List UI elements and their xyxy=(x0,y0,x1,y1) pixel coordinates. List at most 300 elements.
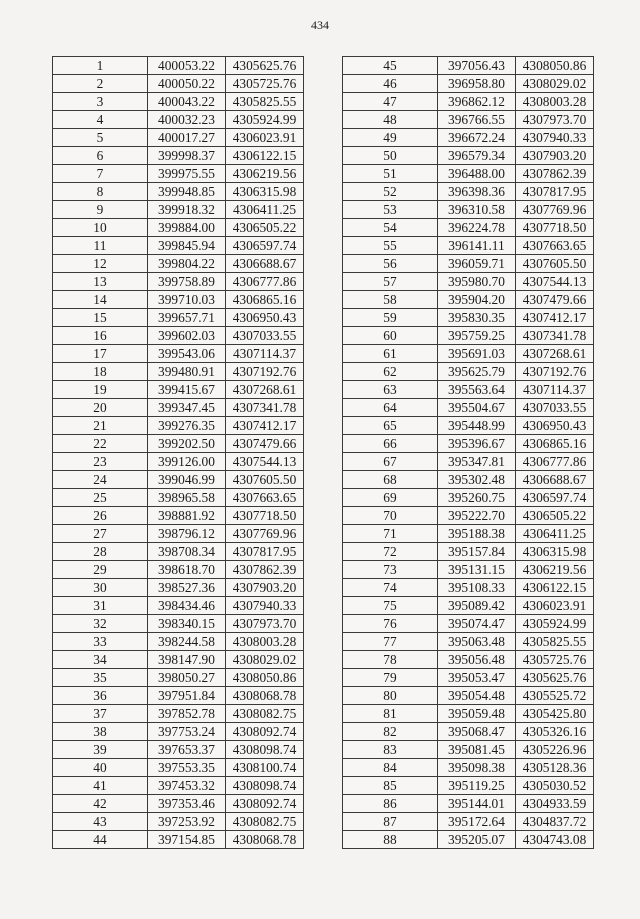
y-coordinate-cell: 4306219.56 xyxy=(226,165,304,183)
point-number-cell: 60 xyxy=(343,327,438,345)
x-coordinate-cell: 398618.70 xyxy=(148,561,226,579)
point-number-cell: 1 xyxy=(53,57,148,75)
x-coordinate-cell: 397253.92 xyxy=(148,813,226,831)
y-coordinate-cell: 4306865.16 xyxy=(226,291,304,309)
table-row xyxy=(53,219,304,237)
table-row xyxy=(53,579,304,597)
y-coordinate-cell: 4305226.96 xyxy=(516,741,594,759)
table-row xyxy=(53,777,304,795)
x-coordinate-cell: 396488.00 xyxy=(438,165,516,183)
y-coordinate-cell: 4308050.86 xyxy=(226,669,304,687)
y-coordinate-cell: 4306023.91 xyxy=(516,597,594,615)
x-coordinate-cell: 395302.48 xyxy=(438,471,516,489)
table-row xyxy=(343,453,594,471)
y-coordinate-cell: 4306688.67 xyxy=(226,255,304,273)
x-coordinate-cell: 399758.89 xyxy=(148,273,226,291)
table-row xyxy=(343,471,594,489)
table-row xyxy=(343,273,594,291)
y-coordinate-cell: 4306122.15 xyxy=(226,147,304,165)
x-coordinate-cell: 399602.03 xyxy=(148,327,226,345)
point-number-cell: 69 xyxy=(343,489,438,507)
y-coordinate-cell: 4307033.55 xyxy=(516,399,594,417)
point-number-cell: 78 xyxy=(343,651,438,669)
point-number-cell: 17 xyxy=(53,345,148,363)
table-row xyxy=(343,687,594,705)
y-coordinate-cell: 4307769.96 xyxy=(226,525,304,543)
point-number-cell: 30 xyxy=(53,579,148,597)
table-row xyxy=(343,255,594,273)
point-number-cell: 49 xyxy=(343,129,438,147)
y-coordinate-cell: 4306219.56 xyxy=(516,561,594,579)
point-number-cell: 45 xyxy=(343,57,438,75)
point-number-cell: 74 xyxy=(343,579,438,597)
y-coordinate-cell: 4307862.39 xyxy=(516,165,594,183)
table-row xyxy=(53,741,304,759)
table-row xyxy=(53,273,304,291)
x-coordinate-cell: 396224.78 xyxy=(438,219,516,237)
point-number-cell: 24 xyxy=(53,471,148,489)
point-number-cell: 42 xyxy=(53,795,148,813)
x-coordinate-cell: 400032.23 xyxy=(148,111,226,129)
x-coordinate-cell: 395108.33 xyxy=(438,579,516,597)
y-coordinate-cell: 4307479.66 xyxy=(226,435,304,453)
x-coordinate-cell: 395260.75 xyxy=(438,489,516,507)
y-coordinate-cell: 4305825.55 xyxy=(516,633,594,651)
point-number-cell: 44 xyxy=(53,831,148,849)
point-number-cell: 68 xyxy=(343,471,438,489)
y-coordinate-cell: 4306597.74 xyxy=(226,237,304,255)
table-row xyxy=(343,543,594,561)
table-row xyxy=(343,309,594,327)
point-number-cell: 72 xyxy=(343,543,438,561)
point-number-cell: 50 xyxy=(343,147,438,165)
y-coordinate-cell: 4306777.86 xyxy=(226,273,304,291)
y-coordinate-cell: 4308082.75 xyxy=(226,705,304,723)
y-coordinate-cell: 4306950.43 xyxy=(226,309,304,327)
x-coordinate-cell: 396398.36 xyxy=(438,183,516,201)
y-coordinate-cell: 4305725.76 xyxy=(226,75,304,93)
table-row xyxy=(343,183,594,201)
y-coordinate-cell: 4306411.25 xyxy=(226,201,304,219)
table-row xyxy=(343,561,594,579)
table-row xyxy=(53,129,304,147)
y-coordinate-cell: 4308050.86 xyxy=(516,57,594,75)
point-number-cell: 58 xyxy=(343,291,438,309)
table-row xyxy=(53,687,304,705)
table-row xyxy=(53,255,304,273)
y-coordinate-cell: 4305525.72 xyxy=(516,687,594,705)
x-coordinate-cell: 395054.48 xyxy=(438,687,516,705)
y-coordinate-cell: 4307114.37 xyxy=(516,381,594,399)
table-row xyxy=(343,723,594,741)
table-row xyxy=(53,165,304,183)
table-row xyxy=(343,741,594,759)
y-coordinate-cell: 4308100.74 xyxy=(226,759,304,777)
x-coordinate-cell: 399998.37 xyxy=(148,147,226,165)
table-row xyxy=(53,525,304,543)
y-coordinate-cell: 4307544.13 xyxy=(226,453,304,471)
point-number-cell: 14 xyxy=(53,291,148,309)
table-row xyxy=(53,651,304,669)
table-row xyxy=(343,237,594,255)
point-number-cell: 32 xyxy=(53,615,148,633)
table-row xyxy=(343,579,594,597)
y-coordinate-cell: 4305128.36 xyxy=(516,759,594,777)
x-coordinate-cell: 395053.47 xyxy=(438,669,516,687)
x-coordinate-cell: 395205.07 xyxy=(438,831,516,849)
table-row xyxy=(53,561,304,579)
x-coordinate-cell: 395347.81 xyxy=(438,453,516,471)
table-row xyxy=(53,597,304,615)
x-coordinate-cell: 399543.06 xyxy=(148,345,226,363)
point-number-cell: 79 xyxy=(343,669,438,687)
point-number-cell: 8 xyxy=(53,183,148,201)
point-number-cell: 81 xyxy=(343,705,438,723)
y-coordinate-cell: 4308003.28 xyxy=(516,93,594,111)
y-coordinate-cell: 4307663.65 xyxy=(226,489,304,507)
y-coordinate-cell: 4307192.76 xyxy=(516,363,594,381)
y-coordinate-cell: 4306023.91 xyxy=(226,129,304,147)
table-row xyxy=(343,399,594,417)
table-row xyxy=(343,111,594,129)
y-coordinate-cell: 4307973.70 xyxy=(226,615,304,633)
x-coordinate-cell: 395059.48 xyxy=(438,705,516,723)
table-row xyxy=(53,723,304,741)
y-coordinate-cell: 4308029.02 xyxy=(226,651,304,669)
x-coordinate-cell: 395904.20 xyxy=(438,291,516,309)
point-number-cell: 15 xyxy=(53,309,148,327)
y-coordinate-cell: 4307817.95 xyxy=(516,183,594,201)
y-coordinate-cell: 4307718.50 xyxy=(226,507,304,525)
x-coordinate-cell: 399845.94 xyxy=(148,237,226,255)
table-row xyxy=(343,327,594,345)
x-coordinate-cell: 395980.70 xyxy=(438,273,516,291)
coordinates-table-right xyxy=(342,56,594,849)
page-number: 434 xyxy=(311,18,329,32)
table-row xyxy=(53,183,304,201)
y-coordinate-cell: 4306950.43 xyxy=(516,417,594,435)
y-coordinate-cell: 4305924.99 xyxy=(516,615,594,633)
x-coordinate-cell: 395068.47 xyxy=(438,723,516,741)
y-coordinate-cell: 4307412.17 xyxy=(516,309,594,327)
point-number-cell: 35 xyxy=(53,669,148,687)
x-coordinate-cell: 395504.67 xyxy=(438,399,516,417)
x-coordinate-cell: 395063.48 xyxy=(438,633,516,651)
table-row xyxy=(53,813,304,831)
point-number-cell: 22 xyxy=(53,435,148,453)
y-coordinate-cell: 4308098.74 xyxy=(226,741,304,759)
table-row xyxy=(53,453,304,471)
point-number-cell: 80 xyxy=(343,687,438,705)
y-coordinate-cell: 4307605.50 xyxy=(516,255,594,273)
y-coordinate-cell: 4307663.65 xyxy=(516,237,594,255)
point-number-cell: 71 xyxy=(343,525,438,543)
point-number-cell: 2 xyxy=(53,75,148,93)
table-row xyxy=(53,417,304,435)
table-row xyxy=(343,435,594,453)
point-number-cell: 31 xyxy=(53,597,148,615)
x-coordinate-cell: 397553.35 xyxy=(148,759,226,777)
point-number-cell: 88 xyxy=(343,831,438,849)
point-number-cell: 55 xyxy=(343,237,438,255)
x-coordinate-cell: 399657.71 xyxy=(148,309,226,327)
table-row xyxy=(343,507,594,525)
x-coordinate-cell: 399948.85 xyxy=(148,183,226,201)
table-row xyxy=(53,543,304,561)
y-coordinate-cell: 4307412.17 xyxy=(226,417,304,435)
point-number-cell: 10 xyxy=(53,219,148,237)
table-row xyxy=(343,813,594,831)
x-coordinate-cell: 395448.99 xyxy=(438,417,516,435)
x-coordinate-cell: 395396.67 xyxy=(438,435,516,453)
point-number-cell: 37 xyxy=(53,705,148,723)
table-row xyxy=(53,471,304,489)
table-row xyxy=(343,615,594,633)
table-row xyxy=(53,831,304,849)
y-coordinate-cell: 4308098.74 xyxy=(226,777,304,795)
table-row xyxy=(53,381,304,399)
table-row xyxy=(53,201,304,219)
point-number-cell: 46 xyxy=(343,75,438,93)
x-coordinate-cell: 395098.38 xyxy=(438,759,516,777)
y-coordinate-cell: 4308068.78 xyxy=(226,687,304,705)
x-coordinate-cell: 398527.36 xyxy=(148,579,226,597)
y-coordinate-cell: 4306505.22 xyxy=(516,507,594,525)
table-row xyxy=(343,525,594,543)
x-coordinate-cell: 395188.38 xyxy=(438,525,516,543)
x-coordinate-cell: 399884.00 xyxy=(148,219,226,237)
coordinates-table-left xyxy=(52,56,304,849)
y-coordinate-cell: 4306777.86 xyxy=(516,453,594,471)
table-row xyxy=(53,57,304,75)
point-number-cell: 18 xyxy=(53,363,148,381)
x-coordinate-cell: 396672.24 xyxy=(438,129,516,147)
x-coordinate-cell: 395157.84 xyxy=(438,543,516,561)
point-number-cell: 41 xyxy=(53,777,148,795)
y-coordinate-cell: 4307605.50 xyxy=(226,471,304,489)
x-coordinate-cell: 396059.71 xyxy=(438,255,516,273)
point-number-cell: 6 xyxy=(53,147,148,165)
table-row xyxy=(53,237,304,255)
x-coordinate-cell: 399804.22 xyxy=(148,255,226,273)
table-row xyxy=(53,327,304,345)
x-coordinate-cell: 399276.35 xyxy=(148,417,226,435)
x-coordinate-cell: 395222.70 xyxy=(438,507,516,525)
table-row xyxy=(343,57,594,75)
table-row xyxy=(53,75,304,93)
x-coordinate-cell: 396862.12 xyxy=(438,93,516,111)
y-coordinate-cell: 4307341.78 xyxy=(516,327,594,345)
point-number-cell: 75 xyxy=(343,597,438,615)
x-coordinate-cell: 395056.48 xyxy=(438,651,516,669)
y-coordinate-cell: 4306597.74 xyxy=(516,489,594,507)
x-coordinate-cell: 399918.32 xyxy=(148,201,226,219)
point-number-cell: 7 xyxy=(53,165,148,183)
point-number-cell: 19 xyxy=(53,381,148,399)
x-coordinate-cell: 399480.91 xyxy=(148,363,226,381)
point-number-cell: 20 xyxy=(53,399,148,417)
point-number-cell: 5 xyxy=(53,129,148,147)
y-coordinate-cell: 4307973.70 xyxy=(516,111,594,129)
x-coordinate-cell: 395691.03 xyxy=(438,345,516,363)
y-coordinate-cell: 4308003.28 xyxy=(226,633,304,651)
x-coordinate-cell: 395074.47 xyxy=(438,615,516,633)
point-number-cell: 11 xyxy=(53,237,148,255)
x-coordinate-cell: 397154.85 xyxy=(148,831,226,849)
x-coordinate-cell: 396141.11 xyxy=(438,237,516,255)
point-number-cell: 47 xyxy=(343,93,438,111)
x-coordinate-cell: 396958.80 xyxy=(438,75,516,93)
point-number-cell: 61 xyxy=(343,345,438,363)
point-number-cell: 64 xyxy=(343,399,438,417)
point-number-cell: 36 xyxy=(53,687,148,705)
point-number-cell: 83 xyxy=(343,741,438,759)
x-coordinate-cell: 398796.12 xyxy=(148,525,226,543)
y-coordinate-cell: 4307862.39 xyxy=(226,561,304,579)
point-number-cell: 53 xyxy=(343,201,438,219)
y-coordinate-cell: 4307479.66 xyxy=(516,291,594,309)
x-coordinate-cell: 397653.37 xyxy=(148,741,226,759)
x-coordinate-cell: 398340.15 xyxy=(148,615,226,633)
table-row xyxy=(343,93,594,111)
x-coordinate-cell: 395144.01 xyxy=(438,795,516,813)
x-coordinate-cell: 399710.03 xyxy=(148,291,226,309)
y-coordinate-cell: 4305625.76 xyxy=(226,57,304,75)
point-number-cell: 3 xyxy=(53,93,148,111)
point-number-cell: 9 xyxy=(53,201,148,219)
y-coordinate-cell: 4306315.98 xyxy=(226,183,304,201)
x-coordinate-cell: 398050.27 xyxy=(148,669,226,687)
table-row xyxy=(343,75,594,93)
table-row xyxy=(53,759,304,777)
point-number-cell: 26 xyxy=(53,507,148,525)
table-row xyxy=(343,129,594,147)
point-number-cell: 13 xyxy=(53,273,148,291)
y-coordinate-cell: 4305825.55 xyxy=(226,93,304,111)
table-row xyxy=(343,705,594,723)
point-number-cell: 12 xyxy=(53,255,148,273)
y-coordinate-cell: 4306688.67 xyxy=(516,471,594,489)
point-number-cell: 25 xyxy=(53,489,148,507)
y-coordinate-cell: 4308029.02 xyxy=(516,75,594,93)
point-number-cell: 27 xyxy=(53,525,148,543)
table-row xyxy=(53,93,304,111)
point-number-cell: 43 xyxy=(53,813,148,831)
x-coordinate-cell: 395131.15 xyxy=(438,561,516,579)
y-coordinate-cell: 4307940.33 xyxy=(226,597,304,615)
point-number-cell: 70 xyxy=(343,507,438,525)
x-coordinate-cell: 399046.99 xyxy=(148,471,226,489)
table-row xyxy=(53,309,304,327)
point-number-cell: 51 xyxy=(343,165,438,183)
table-row xyxy=(53,291,304,309)
point-number-cell: 56 xyxy=(343,255,438,273)
point-number-cell: 52 xyxy=(343,183,438,201)
table-row xyxy=(343,795,594,813)
x-coordinate-cell: 400043.22 xyxy=(148,93,226,111)
point-number-cell: 29 xyxy=(53,561,148,579)
x-coordinate-cell: 395625.79 xyxy=(438,363,516,381)
x-coordinate-cell: 395172.64 xyxy=(438,813,516,831)
table-row xyxy=(53,489,304,507)
y-coordinate-cell: 4305924.99 xyxy=(226,111,304,129)
y-coordinate-cell: 4307817.95 xyxy=(226,543,304,561)
point-number-cell: 62 xyxy=(343,363,438,381)
point-number-cell: 34 xyxy=(53,651,148,669)
table-row xyxy=(343,831,594,849)
table-row xyxy=(53,345,304,363)
table-row xyxy=(53,705,304,723)
y-coordinate-cell: 4308092.74 xyxy=(226,723,304,741)
y-coordinate-cell: 4307268.61 xyxy=(516,345,594,363)
x-coordinate-cell: 395830.35 xyxy=(438,309,516,327)
point-number-cell: 87 xyxy=(343,813,438,831)
x-coordinate-cell: 397353.46 xyxy=(148,795,226,813)
y-coordinate-cell: 4307268.61 xyxy=(226,381,304,399)
x-coordinate-cell: 398708.34 xyxy=(148,543,226,561)
y-coordinate-cell: 4307544.13 xyxy=(516,273,594,291)
x-coordinate-cell: 399975.55 xyxy=(148,165,226,183)
y-coordinate-cell: 4306315.98 xyxy=(516,543,594,561)
table-row xyxy=(53,633,304,651)
x-coordinate-cell: 398147.90 xyxy=(148,651,226,669)
point-number-cell: 21 xyxy=(53,417,148,435)
x-coordinate-cell: 395081.45 xyxy=(438,741,516,759)
point-number-cell: 23 xyxy=(53,453,148,471)
point-number-cell: 76 xyxy=(343,615,438,633)
y-coordinate-cell: 4304743.08 xyxy=(516,831,594,849)
y-coordinate-cell: 4307769.96 xyxy=(516,201,594,219)
table-row xyxy=(53,435,304,453)
table-row xyxy=(53,615,304,633)
table-row xyxy=(343,201,594,219)
table-row xyxy=(343,489,594,507)
x-coordinate-cell: 397852.78 xyxy=(148,705,226,723)
x-coordinate-cell: 395119.25 xyxy=(438,777,516,795)
y-coordinate-cell: 4307033.55 xyxy=(226,327,304,345)
y-coordinate-cell: 4307341.78 xyxy=(226,399,304,417)
x-coordinate-cell: 396310.58 xyxy=(438,201,516,219)
point-number-cell: 66 xyxy=(343,435,438,453)
table-row xyxy=(53,399,304,417)
x-coordinate-cell: 397951.84 xyxy=(148,687,226,705)
table-row xyxy=(343,219,594,237)
y-coordinate-cell: 4307114.37 xyxy=(226,345,304,363)
y-coordinate-cell: 4306505.22 xyxy=(226,219,304,237)
y-coordinate-cell: 4307940.33 xyxy=(516,129,594,147)
table-row xyxy=(343,363,594,381)
x-coordinate-cell: 396766.55 xyxy=(438,111,516,129)
point-number-cell: 38 xyxy=(53,723,148,741)
point-number-cell: 40 xyxy=(53,759,148,777)
x-coordinate-cell: 398434.46 xyxy=(148,597,226,615)
y-coordinate-cell: 4305326.16 xyxy=(516,723,594,741)
x-coordinate-cell: 400017.27 xyxy=(148,129,226,147)
point-number-cell: 33 xyxy=(53,633,148,651)
table-row xyxy=(343,147,594,165)
x-coordinate-cell: 395759.25 xyxy=(438,327,516,345)
table-row xyxy=(343,633,594,651)
y-coordinate-cell: 4308092.74 xyxy=(226,795,304,813)
table-row xyxy=(343,669,594,687)
table-row xyxy=(343,165,594,183)
y-coordinate-cell: 4305030.52 xyxy=(516,777,594,795)
table-row xyxy=(53,363,304,381)
point-number-cell: 59 xyxy=(343,309,438,327)
table-row xyxy=(343,777,594,795)
point-number-cell: 57 xyxy=(343,273,438,291)
x-coordinate-cell: 399126.00 xyxy=(148,453,226,471)
